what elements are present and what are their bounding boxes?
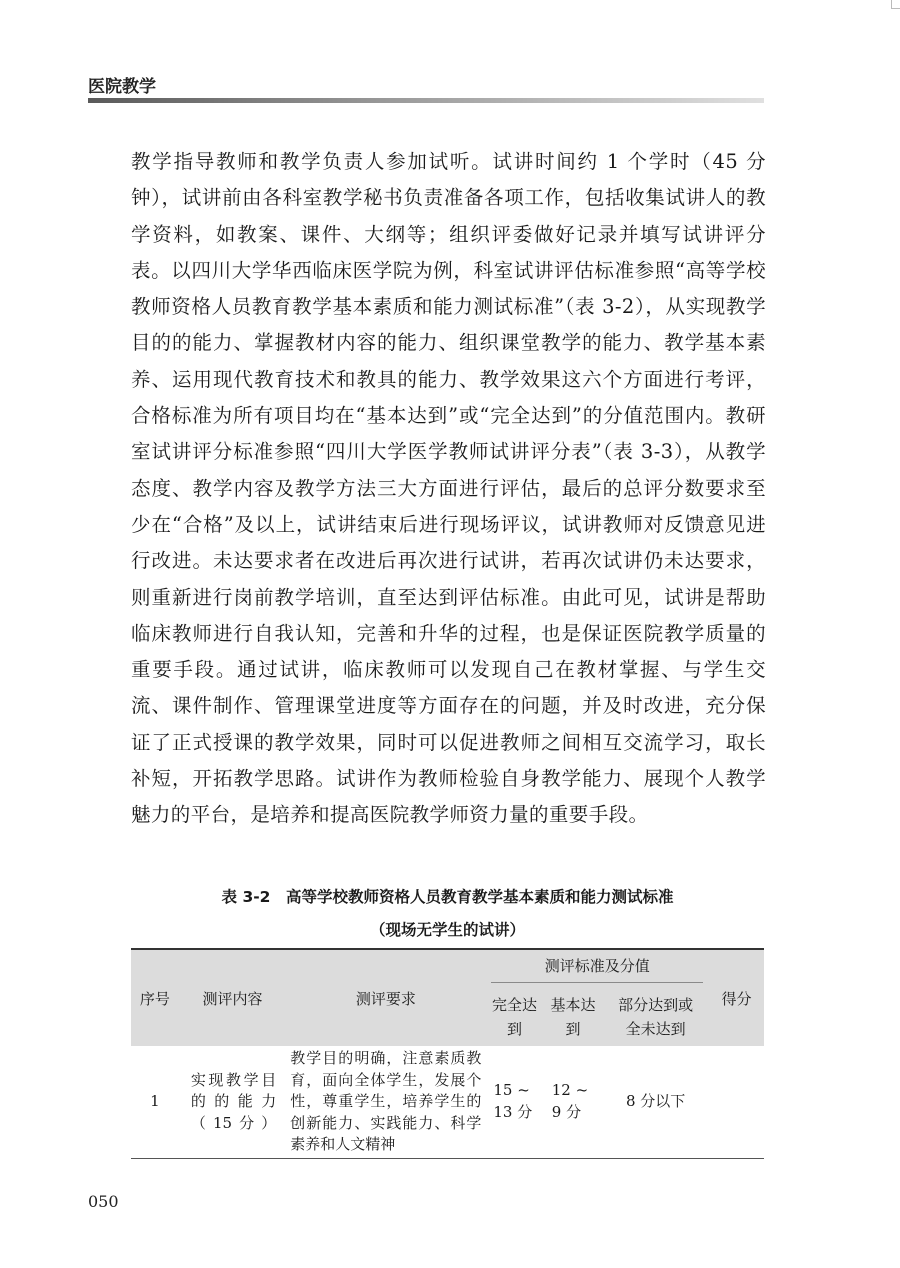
- row-requirement: 教学目的明确，注意素质教育，面向全体学生，发展个性，尊重学生，培养学生的创新能力、实践能力、科学素养和人文精神: [286, 1046, 485, 1158]
- header-requirement: 测评要求: [286, 949, 485, 1046]
- crop-mark: [891, 0, 900, 9]
- header-content: 测评内容: [179, 949, 286, 1046]
- header-rule: [88, 98, 764, 103]
- body-paragraph: 教学指导教师和教学负责人参加试听。试讲时间约 1 个学时（45 分钟），试讲前由各科室教学秘书负责准备各项工作，包括收集试讲人的教学资料，如教案、课件、大纲等；组织评委做好记录并填写试讲评分表。以四川大学华西临床医学院为例，科室试讲评估标准参照“高等学校教师资格人员教育教学基本素质和能力测试标准”（表 3-2），从实现教学目的的能力、掌握教材内容的能力、组织课堂教学的能力、教学基本素养、运用现代教育技术和教具的能力、教学效果这六个方面进行考评，合格标准为所有项目均在“基本达到”或“完全达到”的分值范围内。教研室试讲评分标准参照“四川大学医学教师试讲评分表”（表 3-3），从教学态度、教学内容及教学方法三大方面进行评估，最后的总评分数要求至少在“合格”及以上，试讲结束后进行现场评议，试讲教师对反馈意见进行改进。未达要求者在改进后再次进行试讲，若再次试讲仍未达要求，则重新进行岗前教学培训，直至达到评估标准。由此可见，试讲是帮助临床教师进行自我认知，完善和升华的过程，也是保证医院教学质量的重要手段。通过试讲，临床教师可以发现自己在教材掌握、与学生交流、课件制作、管理课堂进度等方面存在的问题，并及时改进，充分保证了正式授课的教学效果，同时可以促进教师之间相互交流学习，取长补短，开拓教学思路。试讲作为教师检验自身教学能力、展现个人教学魅力的平台，是培养和提高医院教学师资力量的重要手段。: [131, 150, 766, 827]
- row-basic: 12 ~ 9 分: [544, 1046, 602, 1158]
- header-full: 完全达到: [485, 988, 543, 1046]
- table-title: 表 3-2 高等学校教师资格人员教育教学基本素质和能力测试标准: [221, 888, 674, 906]
- row-partial: 8 分以下: [602, 1046, 709, 1158]
- row-score: [709, 1046, 764, 1158]
- table-subtitle: （现场无学生的试讲）: [369, 921, 525, 939]
- running-head-title: 医院教学: [88, 77, 156, 97]
- page-number: 050: [88, 1192, 119, 1211]
- table-row: [131, 1046, 764, 1158]
- header-partial: 部分达到或全未达到: [602, 988, 709, 1046]
- row-full: 15 ~ 13 分: [485, 1046, 543, 1158]
- row-num: 1: [131, 1046, 179, 1158]
- row-content: 实现教学目的的能力（15分）: [179, 1046, 286, 1158]
- header-num: 序号: [131, 949, 179, 1046]
- header-basic: 基本达到: [544, 988, 602, 1046]
- header-score: 得分: [709, 949, 764, 1046]
- header-criteria-group: [485, 949, 709, 988]
- standards-table: [131, 948, 764, 1159]
- criteria-group-label: 测评标准及分值: [491, 955, 703, 983]
